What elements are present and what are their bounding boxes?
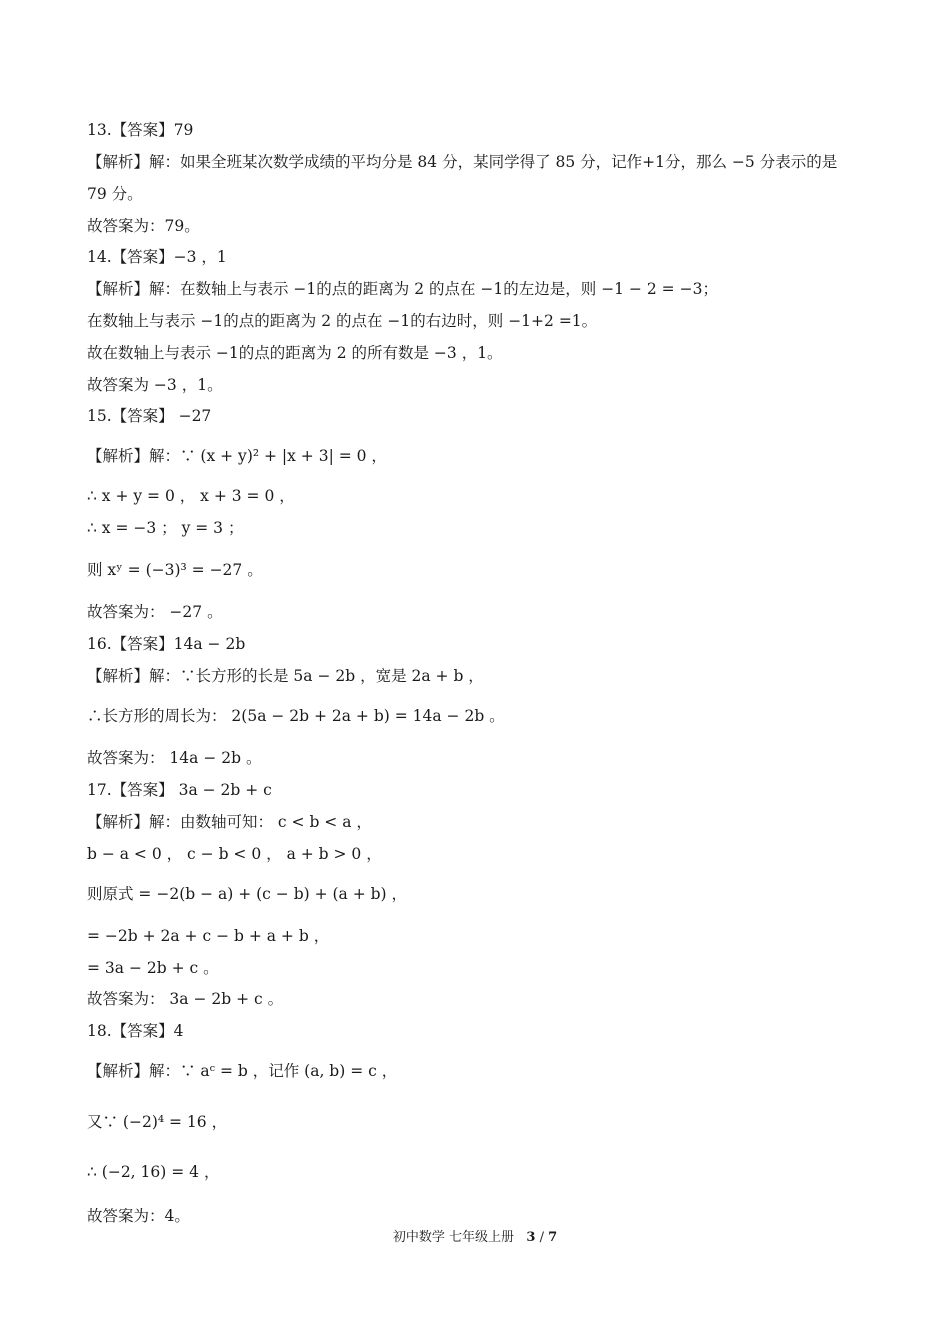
q15-analysis-2: ∴ x + y = 0 ， x + 3 = 0 ， bbox=[87, 487, 295, 505]
q15-analysis-1: 【解析】解：∵ (x + y)² + |x + 3| = 0 ， bbox=[87, 447, 387, 465]
q16-analysis-2: ∴长方形的周长为： 2(5a − 2b + 2a + b) = 14a − 2b 。 bbox=[87, 707, 505, 725]
q18-answer: 18.【答案】4 bbox=[87, 1022, 184, 1040]
q17-analysis-2: b − a < 0 ， c − b < 0 ， a + b > 0 ， bbox=[87, 845, 382, 863]
q13-analysis-2: 79 分。 bbox=[87, 185, 143, 203]
q14-conclusion: 故答案为 −3 ，1。 bbox=[87, 376, 223, 394]
q16-answer: 16.【答案】14a − 2b bbox=[87, 635, 246, 653]
footer-separator: / bbox=[539, 1230, 549, 1245]
q15-conclusion: 故答案为： −27 。 bbox=[87, 603, 223, 621]
q17-answer: 17.【答案】 3a − 2b + c bbox=[87, 781, 272, 799]
q16-analysis-1: 【解析】解：∵长方形的长是 5a − 2b ，宽是 2a + b ， bbox=[87, 667, 484, 685]
q14-analysis-3: 故在数轴上与表示 −1的点的距离为 2 的所有数是 −3 ，1。 bbox=[87, 344, 503, 362]
q13-conclusion: 故答案为：79。 bbox=[87, 217, 200, 235]
q18-conclusion: 故答案为：4。 bbox=[87, 1207, 190, 1225]
footer-label: 初中数学 七年级上册 bbox=[392, 1230, 514, 1245]
q18-analysis-3: ∴ (−2, 16) = 4 ， bbox=[87, 1163, 220, 1181]
footer-page-number: 3 bbox=[526, 1230, 536, 1245]
page-footer bbox=[0, 1229, 950, 1247]
q15-analysis-3: ∴ x = −3 ； y = 3 ； bbox=[87, 519, 244, 537]
q16-conclusion: 故答案为： 14a − 2b 。 bbox=[87, 749, 262, 767]
q18-analysis-1: 【解析】解：∵ aᶜ = b ，记作 (a, b) = c ， bbox=[87, 1062, 398, 1080]
q18-analysis-2: 又∵ (−2)⁴ = 16 ， bbox=[87, 1113, 228, 1131]
footer-page-total: 7 bbox=[548, 1230, 558, 1245]
q17-analysis-4: = −2b + 2a + c − b + a + b ， bbox=[87, 927, 330, 945]
q13-answer: 13.【答案】79 bbox=[87, 121, 194, 139]
q14-analysis-2: 在数轴上与表示 −1的点的距离为 2 的点在 −1的右边时，则 −1+2 =1。 bbox=[87, 312, 598, 330]
q14-answer: 14.【答案】−3 ，1 bbox=[87, 248, 227, 266]
q15-answer: 15.【答案】 −27 bbox=[87, 407, 212, 425]
q17-analysis-1: 【解析】解：由数轴可知： c < b < a ， bbox=[87, 813, 372, 831]
q14-analysis-1: 【解析】解：在数轴上与表示 −1的点的距离为 2 的点在 −1的左边是，则 −1 − 2 = −3； bbox=[87, 280, 718, 298]
q17-conclusion: 故答案为： 3a − 2b + c 。 bbox=[87, 990, 284, 1008]
q17-analysis-3: 则原式 = −2(b − a) + (c − b) + (a + b) ， bbox=[87, 885, 408, 903]
q15-analysis-4: 则 xʸ = (−3)³ = −27 。 bbox=[87, 561, 263, 579]
q13-analysis-1: 【解析】解：如果全班某次数学成绩的平均分是 84 分，某同学得了 85 分，记作+1分，那么 −5 分表示的是 bbox=[87, 153, 838, 171]
q17-analysis-5: = 3a − 2b + c 。 bbox=[87, 959, 219, 977]
